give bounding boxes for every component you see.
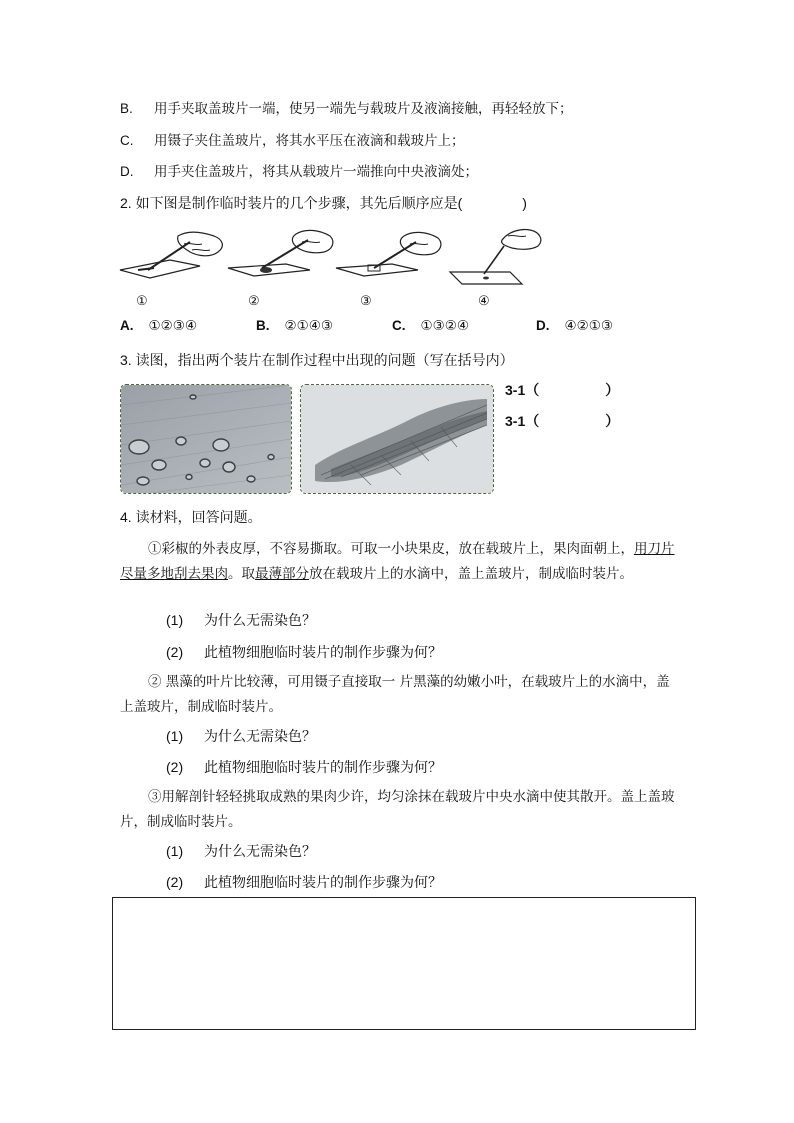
sub-number: (1) [166,728,184,744]
sub-text: 此植物细胞临时装片的制作步骤为何？ [204,759,442,775]
step-label: ① [136,294,148,309]
q4-material-3: ③用解剖针轻轻挑取成熟的果肉少许，均匀涂抹在载玻片中央水滴中使其散开。盖上盖玻片，制成临时装片。 [120,789,675,830]
choice-text: ①③②④ [420,318,469,333]
hand-tweezers-icon [226,222,336,292]
choice-letter: C. [392,318,406,333]
q2-stem [120,193,527,213]
option-letter: D. [120,164,134,179]
option-letter: C. [120,133,134,148]
sub-number: (2) [166,874,184,890]
q2-choices [120,318,613,334]
option-text: 用镊子夹住盖玻片，将其水平压在液滴和载玻片上； [154,133,465,149]
option-text: 用手夹取盖玻片一端，使另一端先与载玻片及液滴接触，再轻轻放下； [154,101,573,117]
sub-number: (1) [166,612,184,628]
sub-text: 为什么无需染色？ [204,728,316,744]
sub-number: (2) [166,759,184,775]
q4-m3-sub2 [166,872,442,892]
q1-option-b [120,97,573,117]
micrograph-air-bubbles [120,384,292,494]
hand-dropper-icon [118,222,228,292]
q1-option-c [120,129,465,149]
hand-coverslip-icon [334,222,444,292]
choice-text: ②①④③ [284,318,333,333]
choice-text: ①②③④ [148,318,197,333]
q4-stem: 4. 读材料，回答问题。 [120,509,262,525]
step-3-illustration [334,222,444,314]
answer-label-text: 3-1（ [505,382,540,398]
material-1-underline-1: 用刀片尽量多地刮去果肉 [120,541,675,582]
q4-m3-sub1 [166,841,316,861]
q4-material-1 [120,537,680,587]
option-text: 用手夹住盖玻片，将其从载玻片一端推向中央液滴处； [154,164,478,180]
sub-text: 此植物细胞临时装片的制作步骤为何？ [204,644,442,660]
q2-choice-a [120,318,256,334]
q1-option-d [120,160,478,180]
choice-letter: A. [120,318,134,333]
sub-text: 此植物细胞临时装片的制作步骤为何？ [204,874,442,890]
q2-choice-b [256,318,392,334]
q2-stem-text: 2. 如下图是制作临时装片的几个步骤，其先后顺序应是( [120,195,463,211]
option-letter: B. [120,101,133,116]
step-2-illustration [226,222,336,314]
micrograph-overlapping-cells [300,384,494,494]
q3-answer-2 [505,411,619,431]
q2-choice-c [392,318,536,334]
answer-close: ） [605,413,620,429]
q3-answer-1 [505,380,619,400]
choice-letter: D. [536,318,550,333]
procedure-steps-illustration [118,222,558,314]
step-1-illustration [118,222,228,314]
q4-m1-sub2 [166,642,442,662]
q2-choice-d [536,318,613,334]
choice-text: ④②①③ [564,318,613,333]
q4-m2-sub1 [166,726,316,746]
sub-text: 为什么无需染色？ [204,843,316,859]
choice-letter: B. [256,318,270,333]
answer-box[interactable] [112,897,696,1030]
step-label: ③ [360,294,372,309]
answer-close: ） [605,382,620,398]
material-1-text-a: ①彩椒的外表皮厚，不容易撕取。可取一小块果皮，放在载玻片上，果肉面朝上， [148,541,634,557]
hand-pipette-icon [446,222,556,292]
sub-number: (1) [166,843,184,859]
step-label: ② [248,294,260,309]
q4-m2-sub2 [166,757,442,777]
q4-m1-sub1 [166,610,316,630]
step-4-illustration [446,222,556,314]
sub-number: (2) [166,644,184,660]
q4-material-2: ② 黑藻的叶片比较薄，可用镊子直接取一 片黑藻的幼嫩小叶，在载玻片上的水滴中，盖上盖玻片，制成临时装片。 [120,674,670,715]
q2-stem-close: ) [522,195,527,211]
step-label: ④ [478,294,490,309]
sub-text: 为什么无需染色？ [204,612,316,628]
material-1-text-b: 。取 [228,566,255,582]
answer-label-text: 3-1（ [505,413,540,429]
material-1-underline-2: 最薄部分 [255,566,309,582]
material-1-text-c: 放在载玻片上的水滴中，盖上盖玻片，制成临时装片。 [309,566,633,582]
q3-stem: 3. 读图，指出两个装片在制作过程中出现的问题（写在括号内） [120,352,514,368]
